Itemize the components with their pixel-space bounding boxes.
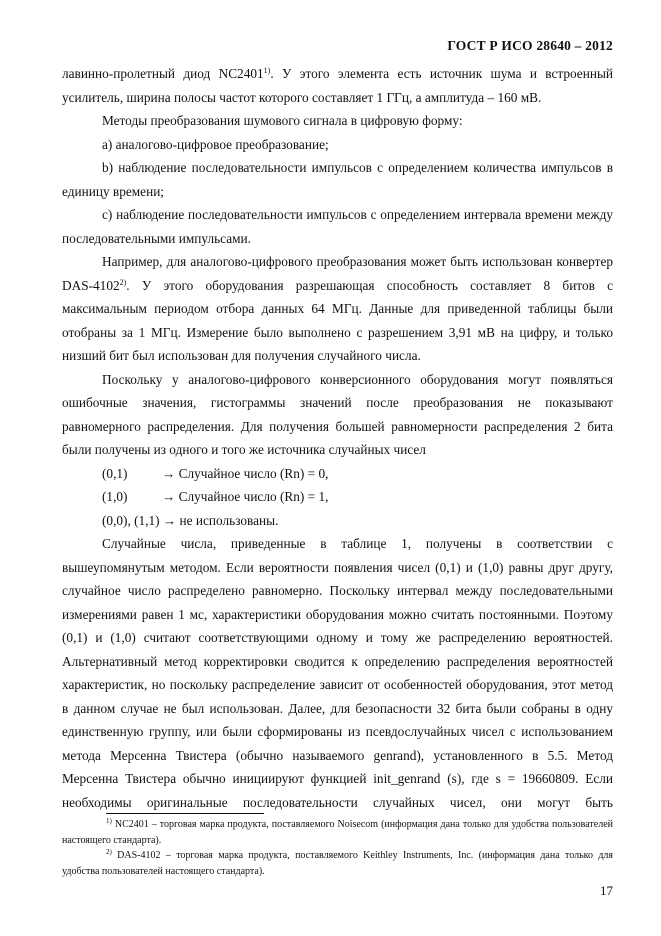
paragraph-random-numbers: Случайные числа, приведенные в таблице 1, получены в соответствии с вышеупомянутым методом. Если вероятности появления чисел (0,1) и (1,0) равны друг другу, случайное число распределено равномерно. Поскольку интервал между последовательными измерениями равен 1 мс, характеристики оборудования можно считать постоянными. Поэтому (0,1) и (1,0) считают соответствующими одному и тому же распределению вероятностей. Альтернативный метод корректировки сводится к определению распределения вероятностей характеристик, но поскольку распределение зависит от особенностей оборудования, этот метод в данном случае не был использован. Далее, для безопасности 32 бита были собраны в одну единственную группу, или были сформированы из псевдослучайных чисел с использованием метода Мерсенна Твистера (обычно называемого genrand), установленного в 5.5. Метод Мерсенна Твистера обычно инициируют функцией init_genrand (s), где s = 19660809. Если необходимы оригинальные последовательности случайных чисел, они могут быть xyxy=(62,536,613,810)
page-number: 17 xyxy=(600,883,613,898)
list-item-c: с) наблюдение последовательности импульсов с определением интервала времени между последовательными импульсами. xyxy=(62,207,613,246)
mapping-code: (0,1) xyxy=(102,465,128,481)
footnote-1: $^{1)}$ NC2401 – торговая марка продукта, поставляемого Noisecom (информация дана только для удобства пользователей настоящего стандарта). xyxy=(62,817,613,846)
mapping-result: → Случайное число (Rn) = 0, xyxy=(162,465,329,481)
list-item-b: b) наблюдение последовательности импульсов с определением количества импульсов в единицу времени; xyxy=(62,160,613,199)
main-text xyxy=(62,62,613,814)
paragraph-converter: Например, для аналогово-цифрового преобразования может быть использован конвертер DAS-4102$^{2)}$. У этого оборудования разрешающая способность составляет 8 битов с максимальным периодом отбора данных 64 МГц. Данные для приведенной таблицы были отобраны за 1 МГц. Измерение было выполнено с разрешением 3,91 мВ на цифру, и только низший бит был использован для получения случайного числа. xyxy=(62,254,613,363)
mapping-result: → Случайное число (Rn) = 1, xyxy=(162,489,329,504)
footnote-2: $^{2)}$ DAS-4102 – торговая марка продукта, поставляемого Keithley Instruments, Inc. (информация дана только для удобства пользователей настоящего стандарта). xyxy=(62,848,613,877)
footnote-divider xyxy=(106,813,264,814)
mapping-row-1 xyxy=(62,462,613,486)
paragraph-methods-intro: Методы преобразования шумового сигнала в цифровую форму: xyxy=(102,113,463,128)
mapping-code: (1,0) xyxy=(102,489,128,504)
mapping-row-2 xyxy=(62,485,613,509)
standard-header: ГОСТ Р ИСО 28640 – 2012 xyxy=(447,38,613,53)
mapping-row-3: (0,0), (1,1) → не использованы. xyxy=(102,512,279,528)
paragraph-continuation: лавинно-пролетный диод NC2401$^{1)}$. У этого элемента есть источник шума и встроенный усилитель, ширина полосы частот которого составляет 1 ГГц, а амплитуда – 160 мВ. xyxy=(62,66,613,105)
footnote-ref-1[interactable]: 1) xyxy=(263,66,271,75)
footnote-ref-2[interactable]: 2) xyxy=(119,277,127,287)
list-item-a: а) аналогово-цифровое преобразование; xyxy=(102,136,329,152)
footnotes xyxy=(62,817,613,879)
paragraph-errors: Поскольку у аналогово-цифрового конверсионного оборудования могут появляться ошибочные значения, гистограммы значений после преобразования не показывают равномерного распределения. Для получения большей равномерности распределения 2 бита были получены из одного и того же источника случайных чисел xyxy=(62,371,613,457)
